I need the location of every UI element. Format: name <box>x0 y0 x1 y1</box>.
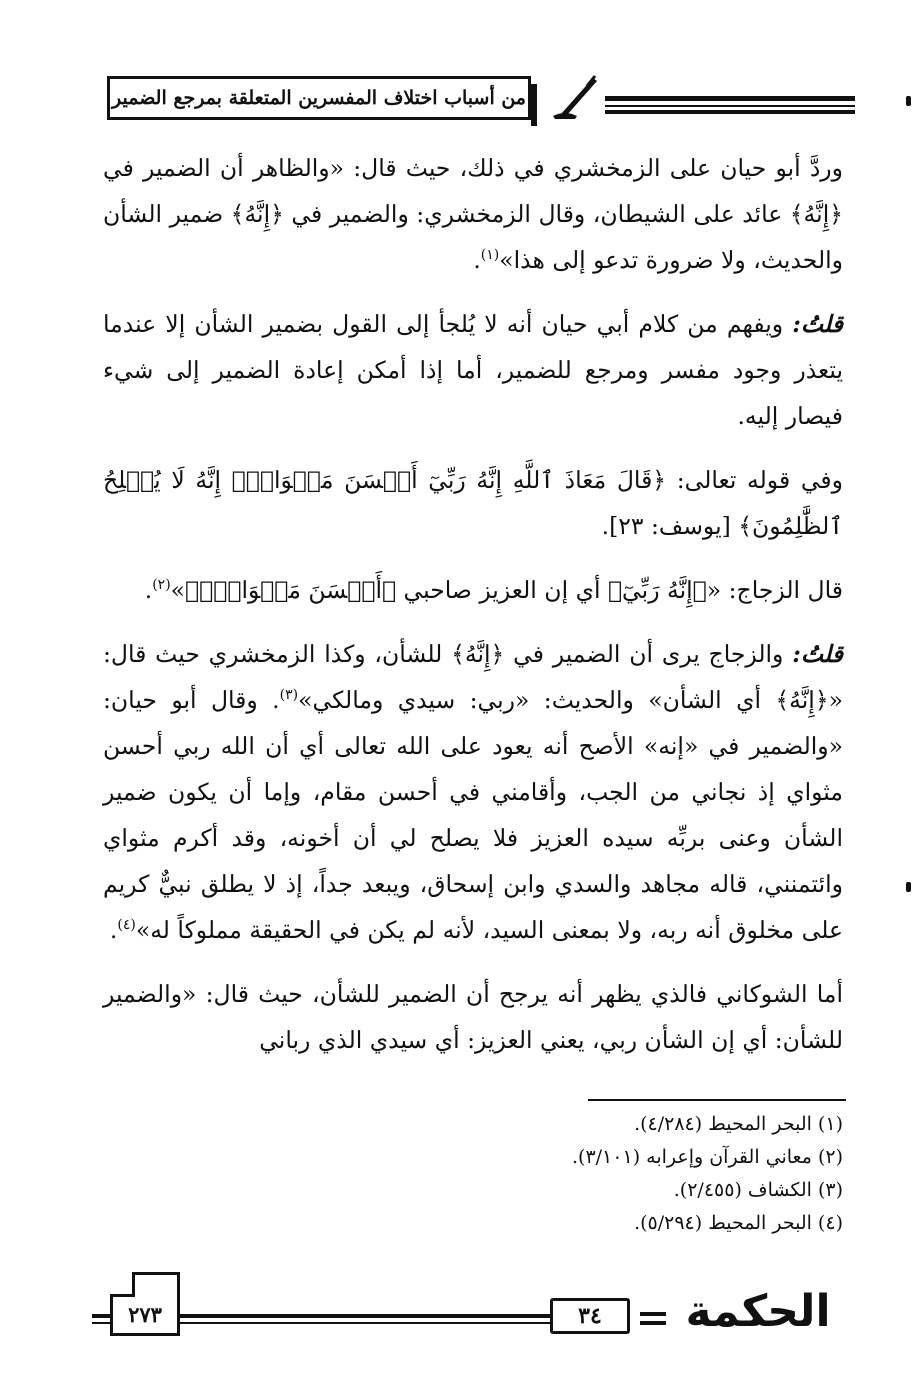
issue-number-box <box>550 1298 630 1334</box>
footnote-separator <box>588 1099 846 1101</box>
footnote-ref: (٢) <box>152 577 171 594</box>
body-text <box>103 145 843 1081</box>
issue-number: ٣٤ <box>578 1303 602 1329</box>
margin-mark <box>906 96 911 106</box>
page-number: ٢٧٣ <box>128 1302 162 1327</box>
paragraph-1: وردَّ أبو حيان على الزمخشري في ذلك، حيث قال: «والظاهر أن الضمير في ﴿إِنَّهُ﴾ عائد على الشيطان، وقال الزمخشري: والضمير في ﴿إِنَّهُ﴾ ضمير الشأن والحديث، ولا ضرورة تدعو إلى هذا»$^{(١)}$. <box>103 154 843 274</box>
header-title-box <box>107 76 531 120</box>
footnote-ref: (٤) <box>117 917 136 934</box>
qultu-label: قلتُ: <box>792 640 843 668</box>
quill-pen-icon <box>547 72 603 122</box>
header-rules <box>605 96 855 116</box>
footnote-ref: (١) <box>480 247 500 264</box>
paragraph-5: قلتُ: والزجاج يرى أن الضمير في ﴿إِنَّهُ﴾ للشأن، وكذا الزمخشري حيث قال: «﴿إِنَّهُ﴾ أي الشأن» والحديث: «ربي: سيدي ومالكي»$^{(٣)}$. وقال أبو حيان: «والضمير في «إنه» الأصح أنه يعود على الله تعالى أي أن الله ربي أحسن مثواي إذ نجاني من الجب، وأقامني في أحسن مقام، وإما أن يكون ضمير الشأن وعنى بربِّه سيده العزيز فلا يصلح لي أن أخونه، وقد أكرم مثواي وائتمنني، قاله مجاهد والسدي وابن إسحاق، ويبعد جداً، إذ لا يطلق نبيٌّ كريم على مخلوق أنه ربه، ولا بمعنى السيد، لأنه لم يكن في الحقيقة مملوكاً له»$^{(٤)}$. <box>103 640 843 944</box>
qultu-label: قلتُ: <box>792 310 843 338</box>
footnote-4: (٤) البحر المحيط (٥/٢٩٤). <box>634 1212 843 1234</box>
paragraph-3: وفي قوله تعالى: ﴿قَالَ مَعَاذَ ٱللَّهِ إِنَّهُ رَبِّيٓ أَحۡسَنَ مَثۡوَايَۖ إِنَّهُ لَا يُفۡلِحُ ٱلظَّٰلِمُونَ﴾ [يوسف: ٢٣]. <box>103 466 843 540</box>
page-footer <box>92 1268 842 1358</box>
footnote-2: (٢) معاني القرآن وإعرابه (٣/١٠١). <box>572 1146 843 1168</box>
paragraph-4: قال الزجاج: «﴿إِنَّهُ رَبِّيٓ﴾ أي إن العزيز صاحبي ﴿أَحۡسَنَ مَثۡوَايَۖ﴾»$^{(٢)}$. <box>144 576 843 604</box>
margin-mark <box>906 882 911 892</box>
page-number-box <box>110 1272 180 1336</box>
footnotes <box>103 1108 843 1240</box>
running-header <box>95 68 855 130</box>
footnote-3: (٣) الكشاف (٢/٤٥٥). <box>673 1179 843 1201</box>
paragraph-6: أما الشوكاني فالذي يظهر أنه يرجح أن الضمير للشأن، حيث قال: «والضمير للشأن: أي إن الشأن ربي، يعني العزيز: أي سيدي الذي رباني <box>103 980 843 1054</box>
footnote-ref: (٣) <box>279 687 299 704</box>
header-title: من أسباب اختلاف المفسرين المتعلقة بمرجع الضمير <box>112 87 526 109</box>
footnote-1: (١) البحر المحيط (٤/٢٨٤). <box>634 1113 843 1135</box>
paragraph-2: قلتُ: ويفهم من كلام أبي حيان أنه لا يُلجأ إلى القول بضمير الشأن إلا عندما يتعذر وجود مفسر ومرجع للضمير، أما إذا أمكن إعادة الضمير إلى شيء فيصار إليه. <box>103 310 843 430</box>
journal-logo: الحكمة <box>685 1286 831 1337</box>
